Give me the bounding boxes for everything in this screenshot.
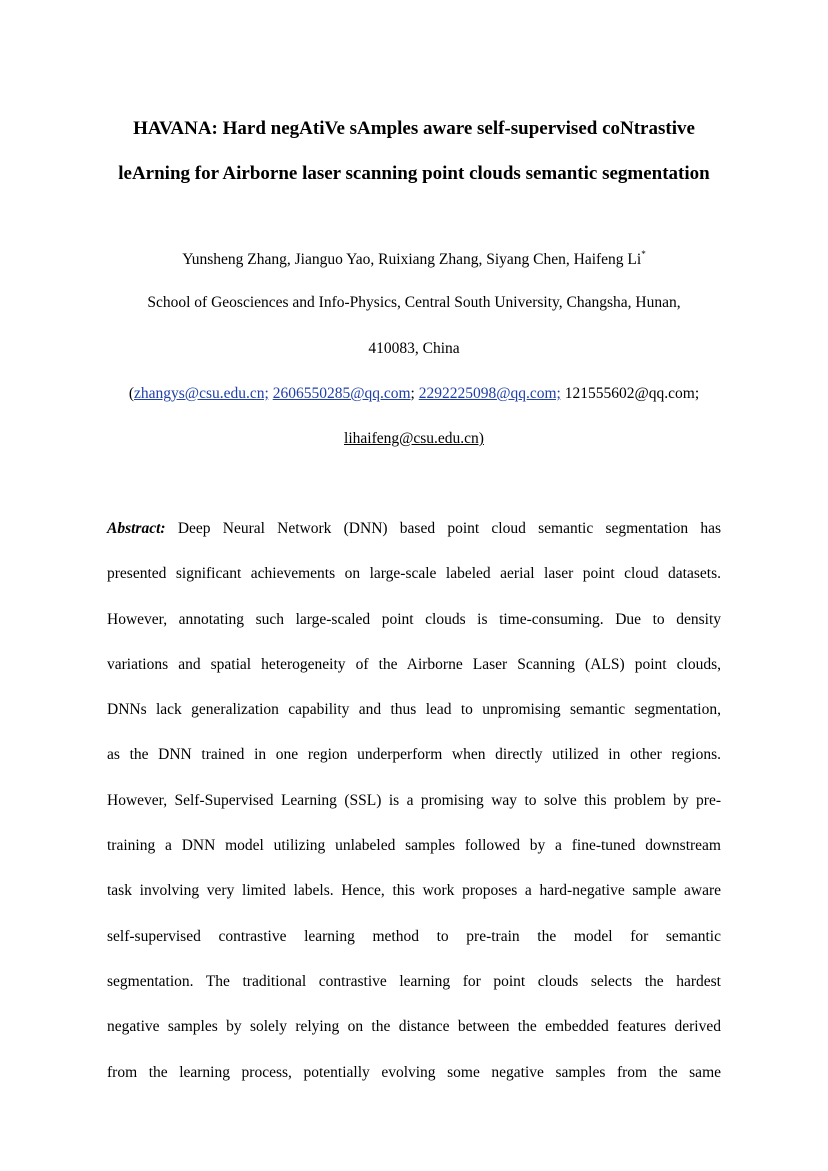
abstract-line: as the DNN trained in one region underperform when directly utilized in other regions. — [107, 746, 721, 764]
email-link-1[interactable]: zhangys@csu.edu.cn; — [134, 385, 269, 402]
author-list — [60, 249, 768, 269]
email-separator: ; — [410, 385, 415, 402]
email-link-3[interactable]: 2292225098@qq.com; — [418, 385, 561, 402]
abstract — [107, 506, 721, 1095]
affiliation-line-1: School of Geosciences and Info-Physics, Central South University, Changsha, Hunan, — [147, 294, 681, 311]
title-line-2: leArning for Airborne laser scanning point clouds semantic segmentation — [118, 163, 710, 184]
abstract-line: training a DNN model utilizing unlabeled samples followed by a fine-tuned downstream — [107, 837, 721, 855]
abstract-line: variations and spatial heterogeneity of the Airborne Laser Scanning (ALS) point clouds, — [107, 655, 721, 673]
title-line-1: HAVANA: Hard negAtiVe sAmples aware self-supervised coNtrastive — [133, 118, 695, 139]
abstract-line: negative samples by solely relying on the distance between the embedded features derived — [107, 1018, 721, 1036]
affiliation-line-2: 410083, China — [368, 340, 460, 357]
abstract-label: Abstract: — [107, 520, 166, 537]
abstract-line: DNNs lack generalization capability and thus lead to unpromising semantic segmentation, — [107, 701, 721, 719]
email-4: 121555602@qq.com; — [564, 385, 700, 402]
abstract-line — [107, 506, 721, 551]
abstract-line: presented significant achievements on large-scale labeled aerial laser point cloud datasets. — [107, 565, 721, 583]
abstract-line: from the learning process, potentially evolving some negative samples from the same — [107, 1063, 721, 1081]
abstract-line: However, annotating such large-scaled point clouds is time-consuming. Due to density — [107, 610, 721, 628]
author-names: Yunsheng Zhang, Jianguo Yao, Ruixiang Zhang, Siyang Chen, Haifeng Li — [182, 251, 642, 268]
email-list-continued — [60, 430, 768, 448]
email-list — [60, 385, 768, 403]
email-link-5[interactable]: lihaifeng@csu.edu.cn) — [344, 430, 484, 447]
abstract-line: segmentation. The traditional contrastive learning for point clouds selects the hardest — [107, 972, 721, 990]
abstract-line: However, Self-Supervised Learning (SSL) is a promising way to solve this problem by pre- — [107, 791, 721, 809]
email-open-paren: ( — [128, 385, 135, 402]
abstract-text: Deep Neural Network (DNN) based point cloud semantic segmentation has — [177, 520, 721, 537]
abstract-line: task involving very limited labels. Hence, this work proposes a hard-negative sample aware — [107, 882, 721, 900]
paper-title — [60, 106, 768, 196]
corresponding-author-mark: * — [641, 249, 646, 259]
abstract-line: self-supervised contrastive learning method to pre-train the model for semantic — [107, 927, 721, 945]
email-link-2[interactable]: 2606550285@qq.com — [272, 385, 411, 402]
